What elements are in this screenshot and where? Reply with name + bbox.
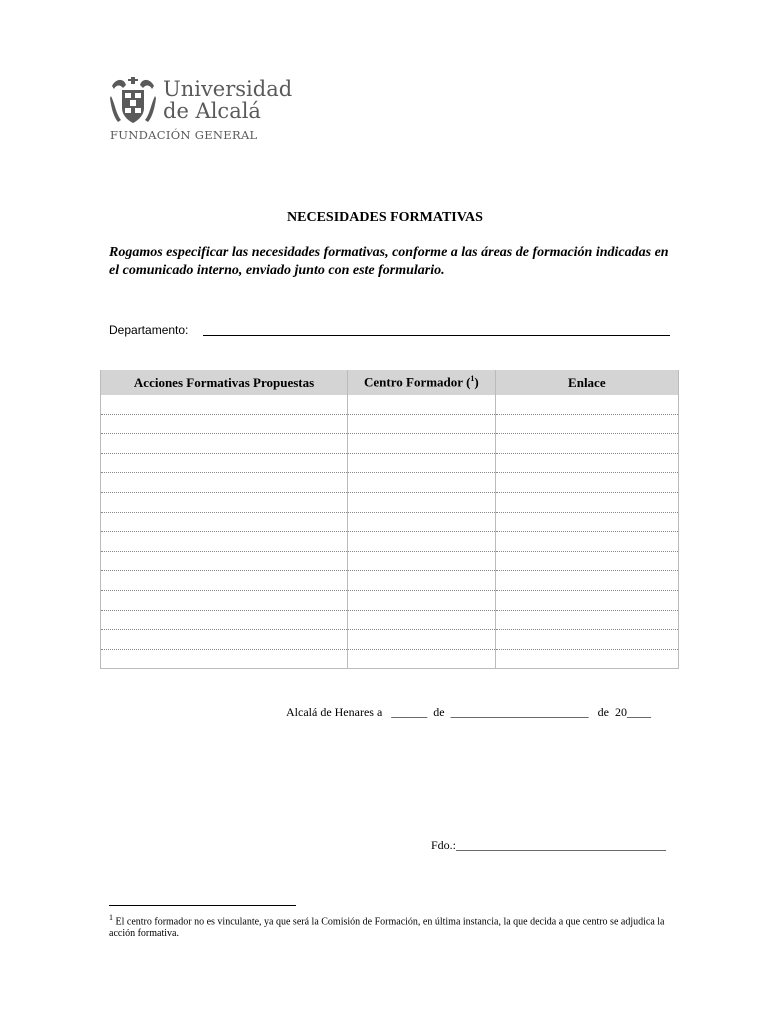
enlace-cell[interactable]	[495, 571, 678, 591]
enlace-cell[interactable]	[495, 610, 678, 630]
table-row	[101, 453, 679, 473]
enlace-cell[interactable]	[495, 473, 678, 493]
header-centro-formador-label: Centro Formador (	[364, 374, 471, 390]
table-row	[101, 590, 679, 610]
centro-formador-cell[interactable]	[348, 512, 496, 532]
centro-formador-cell[interactable]	[348, 434, 496, 454]
table-row	[101, 551, 679, 571]
table-row	[101, 630, 679, 650]
enlace-cell[interactable]	[495, 590, 678, 610]
centro-formador-cell[interactable]	[348, 453, 496, 473]
table-row	[101, 492, 679, 512]
header-centro-formador-close: )	[474, 374, 479, 390]
header-acciones: Acciones Formativas Propuestas	[101, 370, 348, 395]
month-field[interactable]: _______________________	[450, 705, 589, 719]
header-enlace: Enlace	[495, 370, 678, 395]
logo-university-name-line2: de Alcalá	[163, 99, 261, 123]
footnote-marker: 1	[109, 913, 113, 922]
acciones-cell[interactable]	[101, 571, 348, 591]
table-row	[101, 571, 679, 591]
date-de-2: de	[597, 705, 609, 719]
acciones-cell[interactable]	[101, 395, 348, 414]
day-field[interactable]: ______	[391, 705, 428, 719]
enlace-cell[interactable]	[495, 434, 678, 454]
footnote-ref: 1	[470, 374, 475, 384]
acciones-cell[interactable]	[101, 414, 348, 434]
footnote-text: El centro formador no es vinculante, ya que será la Comisión de Formación, en última instancia, la que decida a que centro se adjudica la acción formativa.	[109, 916, 665, 940]
footnote	[109, 912, 669, 940]
table-body	[101, 395, 679, 669]
acciones-cell[interactable]	[101, 512, 348, 532]
centro-formador-cell[interactable]	[348, 395, 496, 414]
centro-formador-cell[interactable]	[348, 414, 496, 434]
enlace-cell[interactable]	[495, 532, 678, 552]
acciones-cell[interactable]	[101, 649, 348, 669]
training-needs-table	[100, 370, 679, 669]
table-row	[101, 414, 679, 434]
acciones-cell[interactable]	[101, 453, 348, 473]
form-title: NECESIDADES FORMATIVAS	[287, 210, 483, 225]
enlace-cell[interactable]	[495, 492, 678, 512]
centro-formador-cell[interactable]	[348, 649, 496, 669]
acciones-cell[interactable]	[101, 532, 348, 552]
enlace-cell[interactable]	[495, 551, 678, 571]
enlace-cell[interactable]	[495, 395, 678, 414]
centro-formador-cell[interactable]	[348, 590, 496, 610]
signature-label: Fdo.:	[431, 838, 457, 852]
date-line	[286, 705, 651, 720]
acciones-cell[interactable]	[101, 551, 348, 571]
date-de-1: de	[433, 705, 445, 719]
acciones-cell[interactable]	[101, 630, 348, 650]
enlace-cell[interactable]	[495, 630, 678, 650]
university-logo	[108, 76, 293, 146]
table-row	[101, 434, 679, 454]
department-field[interactable]	[203, 335, 670, 336]
centro-formador-cell[interactable]	[348, 473, 496, 493]
centro-formador-cell[interactable]	[348, 532, 496, 552]
acciones-cell[interactable]	[101, 610, 348, 630]
logo-subtitle: FUNDACIÓN GENERAL	[110, 128, 258, 142]
department-label: Departamento:	[109, 323, 189, 337]
centro-formador-cell[interactable]	[348, 630, 496, 650]
table-row	[101, 512, 679, 532]
table-row	[101, 532, 679, 552]
enlace-cell[interactable]	[495, 414, 678, 434]
acciones-cell[interactable]	[101, 492, 348, 512]
centro-formador-cell[interactable]	[348, 610, 496, 630]
enlace-cell[interactable]	[495, 512, 678, 532]
header-centro-formador	[348, 370, 496, 395]
centro-formador-cell[interactable]	[348, 571, 496, 591]
logo-university-name: Universidad	[163, 77, 293, 101]
table-row	[101, 610, 679, 630]
university-crest-icon	[108, 76, 158, 128]
table-row	[101, 395, 679, 414]
centro-formador-cell[interactable]	[348, 492, 496, 512]
acciones-cell[interactable]	[101, 473, 348, 493]
centro-formador-cell[interactable]	[348, 551, 496, 571]
footnote-divider	[109, 905, 296, 906]
year-field[interactable]: 20____	[614, 705, 651, 719]
enlace-cell[interactable]	[495, 649, 678, 669]
enlace-cell[interactable]	[495, 453, 678, 473]
signature-line	[431, 838, 666, 853]
signature-field[interactable]: ___________________________________	[456, 838, 667, 852]
date-prefix: Alcalá de Henares a	[286, 705, 383, 719]
acciones-cell[interactable]	[101, 590, 348, 610]
acciones-cell[interactable]	[101, 434, 348, 454]
table-row	[101, 473, 679, 493]
intro-text: Rogamos especificar las necesidades formativas, conforme a las áreas de formación indicadas en el comunicado interno, enviado junto con este formulario.	[109, 245, 669, 278]
table-row	[101, 649, 679, 669]
